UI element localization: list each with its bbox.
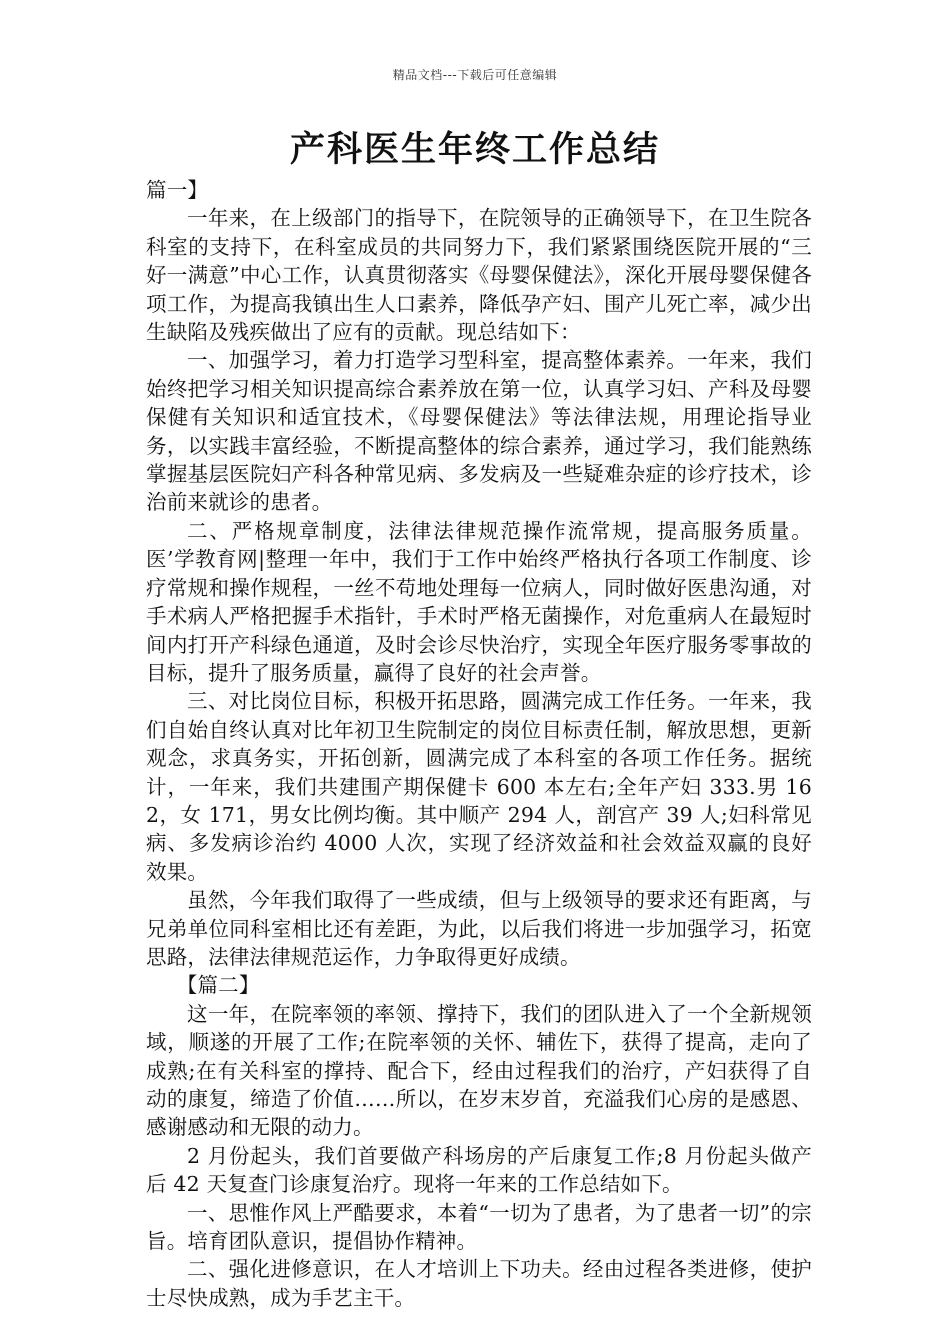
document-body <box>146 176 812 1312</box>
paragraph-part-two-intro: 这一年，在院率领的率领、撑持下，我们的团队进入了一个全新规领域，顺遂的开展了工作;在院率领的关怀、辅佐下，获得了提高，走向了成熟;在有关科室的撑持、配合下，经由过程我们的治疗，产妇获得了自动的康复，缔造了价值……所以，在岁末岁首，充溢我们心房的是感恩、感谢感动和无限的动力。 <box>146 1001 812 1140</box>
paragraph-part-two-point-one: 一、思惟作风上严酷要求，本着“一切为了患者，为了患者一切”的宗旨。培育团队意识，提倡协作精神。 <box>146 1200 812 1254</box>
paragraph-part-two-schedule: 2 月份起头，我们首要做产科场房的产后康复工作;8 月份起头做产后 42 天复查门诊康复治疗。现将一年来的工作总结如下。 <box>146 1143 812 1197</box>
page-header-note: 精品文档---下载后可任意编辑 <box>392 68 558 82</box>
paragraph-intro: 一年来，在上级部门的指导下，在院领导的正确领导下，在卫生院各科室的支持下，在科室成员的共同努力下，我们紧紧围绕医院开展的“三好一满意”中心工作，认真贯彻落实《母婴保健法》，深化开展母婴保健各项工作，为提高我镇出生人口素养，降低孕产妇、围产儿死亡率，减少出生缺陷及残疾做出了应有的贡献。现总结如下： <box>146 206 812 345</box>
paragraph-point-three: 三、对比岗位目标，积极开拓思路，圆满完成工作任务。一年来，我们自始自终认真对比年初卫生院制定的岗位目标责任制，解放思想，更新观念，求真务实，开拓创新，圆满完成了本科室的各项工作任务。据统计，一年来，我们共建围产期保健卡 600 本左右;全年产妇 333.男 162，女 171，男女比例均衡。其中顺产 294 人，剖宫产 39 人;妇科常见病、多发病诊治约 4000 人次，实现了经济效益和社会效益双赢的良好效果。 <box>146 689 812 884</box>
paragraph-conclusion: 虽然，今年我们取得了一些成绩，但与上级领导的要求还有距离，与兄弟单位同科室相比还有差距，为此，以后我们将进一步加强学习，拓宽思路，法律法律规范运作，力争取得更好成绩。 <box>146 888 812 969</box>
document-title: 产科医生年终工作总结 <box>289 130 660 170</box>
section-label-part-one: 篇一】 <box>146 178 209 202</box>
paragraph-point-two: 二、严格规章制度，法律法律规范操作流常规，提高服务质量。医’学教育网|整理一年中，我们于工作中始终严格执行各项工作制度、诊疗常规和操作规程，一丝不苟地处理每一位病人，同时做好医患沟通，对手术病人严格把握手术指针，手术时严格无菌操作，对危重病人在最短时间内打开产科绿色通道，及时会诊尽快治疗，实现全年医疗服务零事故的目标，提升了服务质量，赢得了良好的社会声誉。 <box>146 518 812 685</box>
paragraph-point-one: 一、加强学习，着力打造学习型科室，提高整体素养。一年来，我们始终把学习相关知识提高综合素养放在第一位，认真学习妇、产科及母婴保健有关知识和适宜技术，《母婴保健法》等法律法规，用理论指导业务，以实践丰富经验，不断提高整体的综合素养，通过学习，我们能熟练掌握基层医院妇产科各种常见病、多发病及一些疑难杂症的诊疗技术，诊治前来就诊的患者。 <box>146 348 812 515</box>
section-label-part-two: 【篇二】 <box>176 973 260 998</box>
paragraph-part-two-point-two: 二、强化进修意识，在人才培训上下功夫。经由过程各类进修，使护士尽快成熟，成为手艺主干。 <box>146 1257 812 1310</box>
